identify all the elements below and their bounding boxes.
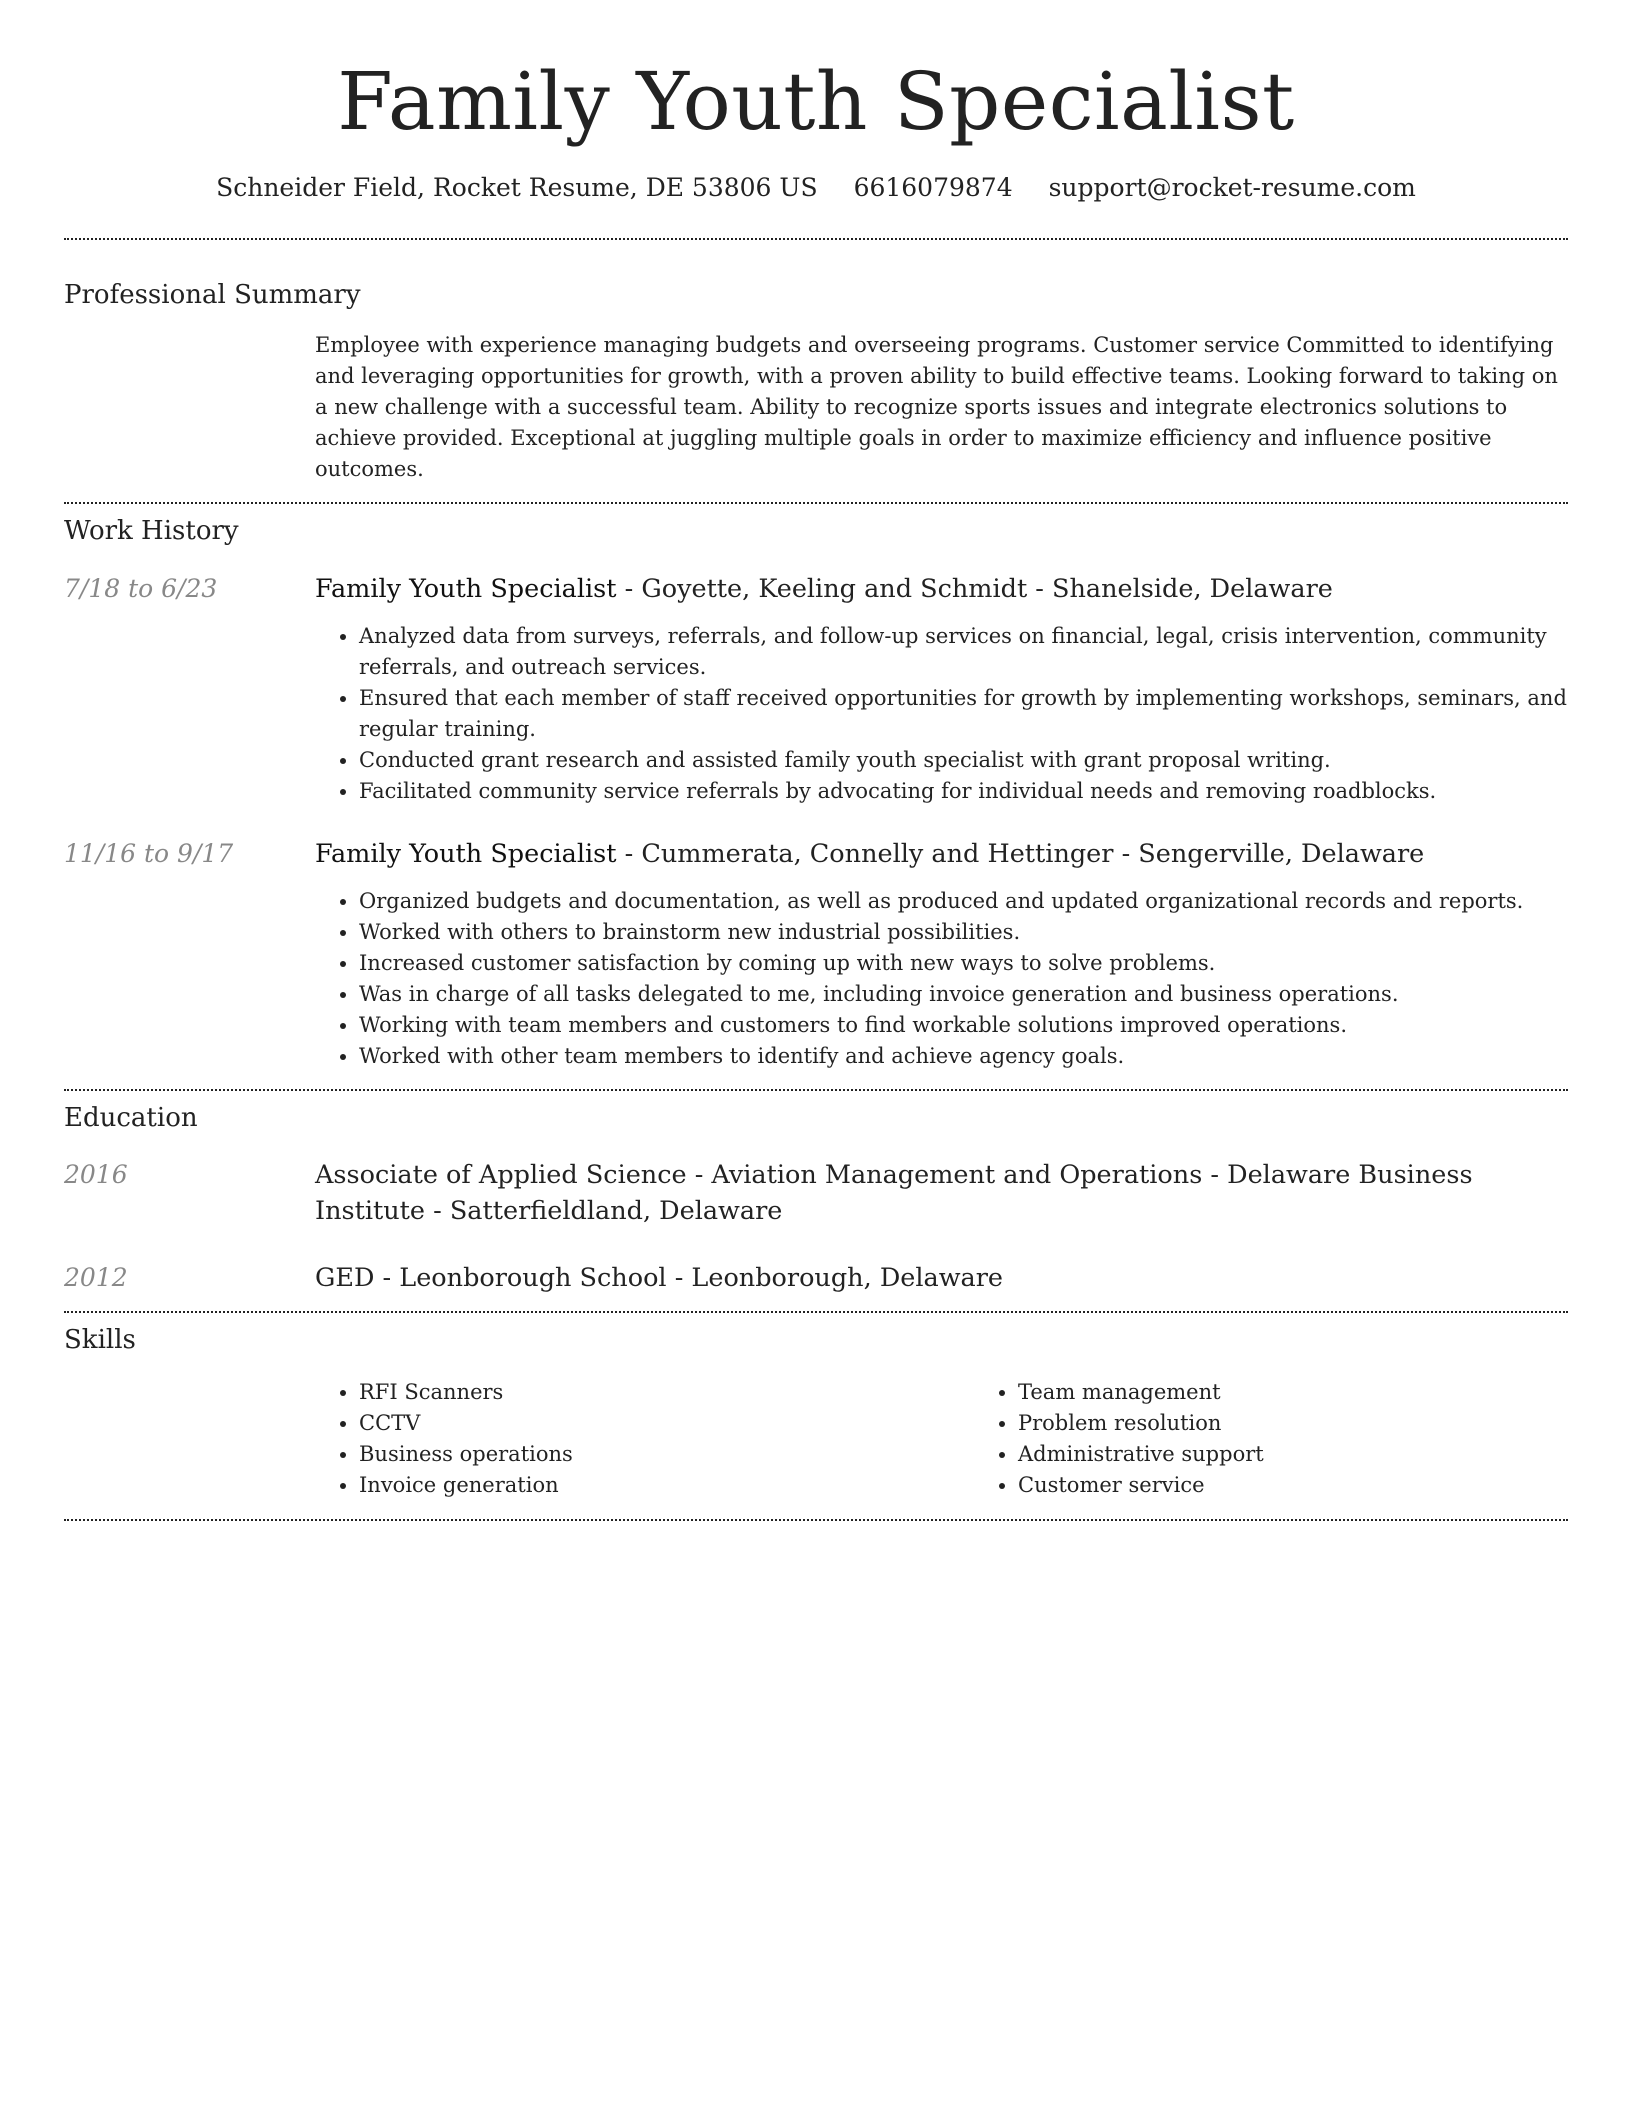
- skill-item: • Invoice generation: [359, 1470, 974, 1501]
- list-item: • Worked with other team members to identify and achieve agency goals.: [359, 1041, 1568, 1072]
- divider: [64, 1311, 1568, 1313]
- job-entry: [64, 571, 1568, 807]
- skills-list-left: [315, 1377, 974, 1501]
- job-entry: [64, 836, 1568, 1072]
- list-item: • Was in charge of all tasks delegated to me, including invoice generation and business operations.: [359, 979, 1568, 1010]
- contact-phone: 6616079874: [853, 173, 1013, 202]
- summary-title: Professional Summary: [64, 280, 361, 310]
- divider: [64, 238, 1568, 240]
- skill-item: • CCTV: [359, 1408, 974, 1439]
- summary-text: Employee with experience managing budgets and overseeing programs. Customer service Committed to identifying and leveraging opportunities for growth, with a proven ability to build effective teams. Looking forward to taking on a new challenge with a successful team. Ability to recognize sports issues and integrate electronics solutions to achieve provided. Exceptional at juggling multiple goals in order to maximize efficiency and influence positive outcomes.: [315, 333, 1558, 481]
- list-item: • Analyzed data from surveys, referrals, and follow-up services on financial, legal, crisis intervention, community referrals, and outreach services.: [359, 621, 1568, 683]
- job-employer: - Goyette, Keeling and Schmidt - Shanelside, Delaware: [616, 574, 1333, 604]
- summary-section: [64, 278, 1568, 485]
- education-year: 2012: [64, 1263, 128, 1292]
- skills-title: Skills: [64, 1325, 136, 1355]
- skills-list-right: [974, 1377, 1632, 1501]
- skill-item: • Customer service: [1018, 1470, 1632, 1501]
- work-title: Work History: [64, 516, 239, 546]
- skill-item: • RFI Scanners: [359, 1377, 974, 1408]
- job-title: Family Youth Specialist: [315, 839, 617, 869]
- education-section: [64, 1101, 1568, 1296]
- education-heading: [315, 1157, 1568, 1229]
- divider: [64, 1519, 1568, 1521]
- job-heading: [315, 571, 1568, 607]
- list-item: • Facilitated community service referrals by advocating for individual needs and removing roadblocks.: [359, 776, 1568, 807]
- skill-item: • Business operations: [359, 1439, 974, 1470]
- list-item: • Organized budgets and documentation, as well as produced and updated organizational records and reports.: [359, 886, 1568, 917]
- education-school: - Delaware Business Institute - Satterfieldland, Delaware: [315, 1160, 1473, 1226]
- list-item: • Ensured that each member of staff received opportunities for growth by implementing workshops, seminars, and regular training.: [359, 683, 1568, 745]
- candidate-name: Family Youth Specialist: [337, 55, 1295, 148]
- job-dates: 7/18 to 6/23: [64, 574, 218, 603]
- contact-email: support@rocket-resume.com: [1048, 173, 1416, 202]
- education-entry: [64, 1260, 1568, 1296]
- list-item: • Working with team members and customers to find workable solutions improved operations.: [359, 1010, 1568, 1041]
- skill-item: • Administrative support: [1018, 1439, 1632, 1470]
- skills-spacer: [64, 1377, 315, 1501]
- divider: [64, 1089, 1568, 1091]
- education-heading: [315, 1260, 1568, 1296]
- education-entry: [64, 1157, 1568, 1229]
- education-year: 2016: [64, 1160, 128, 1189]
- job-heading: [315, 836, 1568, 872]
- contact-address: Schneider Field, Rocket Resume, DE 53806 US: [216, 173, 818, 202]
- education-degree: GED: [315, 1263, 375, 1293]
- summary-spacer: [64, 330, 315, 485]
- education-school: - Leonborough School - Leonborough, Delaware: [374, 1263, 1004, 1293]
- job-bullets: [315, 621, 1568, 807]
- job-employer: - Cummerata, Connelly and Hettinger - Sengerville, Delaware: [616, 839, 1425, 869]
- skill-item: • Problem resolution: [1018, 1408, 1632, 1439]
- skill-item: • Team management: [1018, 1377, 1632, 1408]
- work-section: [64, 514, 1568, 1072]
- job-title: Family Youth Specialist: [315, 574, 617, 604]
- skills-section: [64, 1323, 1568, 1501]
- job-dates: 11/16 to 9/17: [64, 839, 234, 868]
- education-degree: Associate of Applied Science - Aviation Management and Operations: [315, 1160, 1203, 1190]
- divider: [64, 502, 1568, 504]
- contact-line: [64, 170, 1568, 206]
- education-title: Education: [64, 1103, 198, 1133]
- list-item: • Conducted grant research and assisted family youth specialist with grant proposal writing.: [359, 745, 1568, 776]
- list-item: • Increased customer satisfaction by coming up with new ways to solve problems.: [359, 948, 1568, 979]
- list-item: • Worked with others to brainstorm new industrial possibilities.: [359, 917, 1568, 948]
- job-bullets: [315, 886, 1568, 1072]
